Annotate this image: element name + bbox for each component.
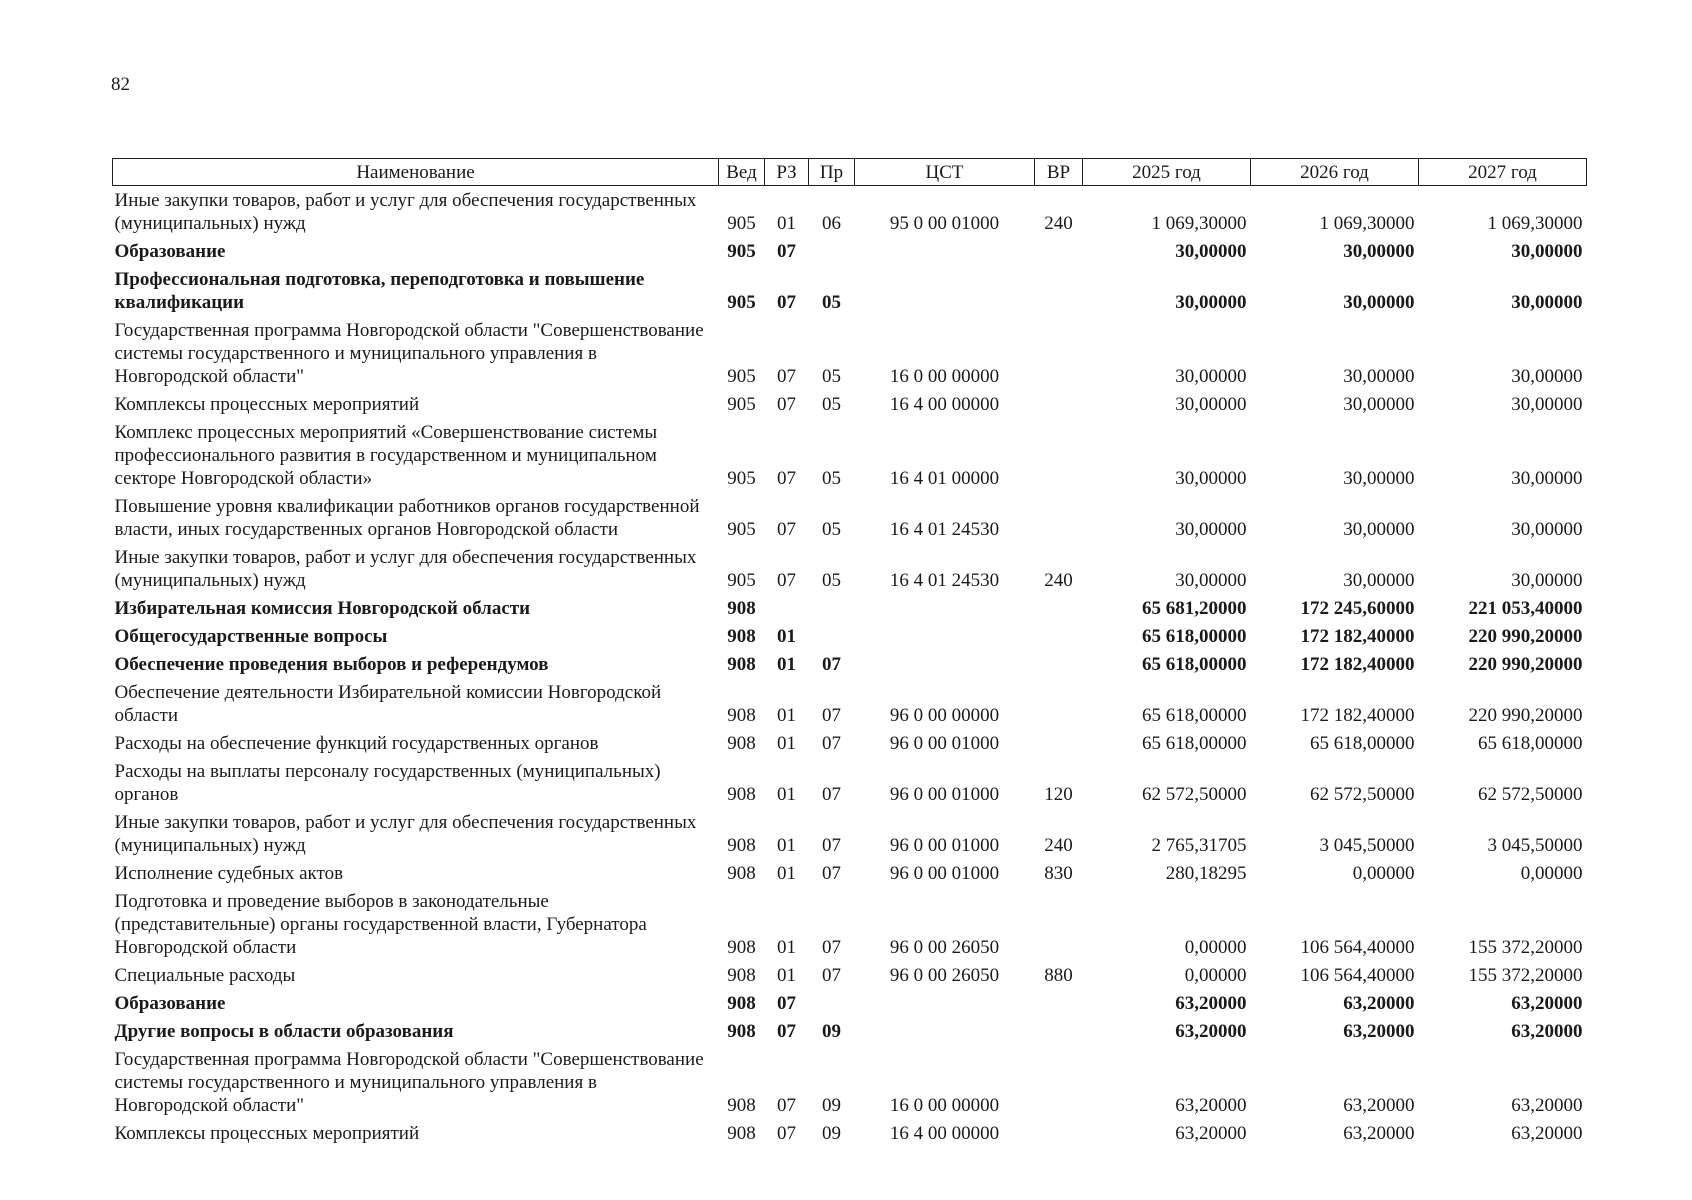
table-row [113, 492, 1587, 543]
cell-pr: 07 [822, 965, 841, 986]
cell-2026: 172 245,60000 [1300, 598, 1415, 619]
cell-ved: 905 [727, 241, 756, 262]
cell-name: Повышение уровня квалификации работников органов государственной власти, иных государственных органов Новгородской области [114, 496, 700, 540]
cell-name: Обеспечение деятельности Избирательной комиссии Новгородской области [114, 682, 662, 726]
table-body [113, 186, 1587, 1148]
cell-vr [1035, 1045, 1083, 1119]
cell-cst: 16 4 01 24530 [889, 519, 1000, 540]
page-number: 82 [111, 74, 130, 95]
cell-ved: 905 [727, 468, 756, 489]
cell-2026: 172 182,40000 [1300, 626, 1415, 647]
cell-2025: 62 572,50000 [1142, 784, 1247, 805]
cell-ved: 905 [727, 570, 756, 591]
cell-cst: 96 0 00 01000 [889, 863, 1000, 884]
table-row [113, 729, 1587, 757]
cell-2025: 1 069,30000 [1151, 213, 1247, 234]
cell-ved: 908 [727, 626, 756, 647]
cell-pr [809, 989, 855, 1017]
table-row [113, 265, 1587, 316]
cell-ved: 908 [727, 598, 756, 619]
cell-cst [855, 989, 1035, 1017]
cell-cst: 16 4 01 00000 [889, 468, 1000, 489]
cell-cst: 96 0 00 00000 [889, 705, 1000, 726]
cell-ved: 905 [727, 213, 756, 234]
cell-vr [1035, 622, 1083, 650]
cell-2025: 30,00000 [1175, 366, 1247, 387]
cell-2025: 30,00000 [1175, 519, 1247, 540]
cell-2027: 1 069,30000 [1487, 213, 1583, 234]
cell-ved: 905 [727, 292, 756, 313]
cell-2027: 155 372,20000 [1468, 965, 1583, 986]
cell-pr: 09 [822, 1021, 841, 1042]
cell-rz: 07 [777, 468, 796, 489]
cell-2025: 63,20000 [1175, 1021, 1247, 1042]
cell-rz: 07 [777, 1123, 796, 1144]
table-row [113, 622, 1587, 650]
table-row [113, 418, 1587, 492]
cell-rz: 07 [777, 394, 796, 415]
table-row [113, 808, 1587, 859]
cell-rz: 07 [777, 366, 796, 387]
cell-pr: 05 [822, 292, 841, 313]
cell-pr: 09 [822, 1095, 841, 1116]
cell-name: Комплексы процессных мероприятий [114, 1123, 420, 1144]
cell-cst: 96 0 00 01000 [889, 784, 1000, 805]
cell-rz: 01 [777, 937, 796, 958]
cell-vr: 240 [1044, 570, 1073, 591]
cell-rz: 07 [777, 570, 796, 591]
cell-vr [1035, 492, 1083, 543]
cell-rz: 01 [777, 835, 796, 856]
header-2025: 2025 год [1083, 159, 1251, 186]
table-row [113, 237, 1587, 265]
table-row [113, 757, 1587, 808]
cell-ved: 908 [727, 965, 756, 986]
cell-cst [855, 650, 1035, 678]
cell-2025: 30,00000 [1175, 570, 1247, 591]
table-row [113, 390, 1587, 418]
cell-2026: 30,00000 [1343, 366, 1415, 387]
header-pr: Пр [809, 159, 855, 186]
cell-2027: 220 990,20000 [1468, 626, 1583, 647]
cell-rz: 07 [777, 241, 796, 262]
table-row [113, 594, 1587, 622]
cell-2025: 65 618,00000 [1142, 654, 1247, 675]
cell-rz: 01 [777, 213, 796, 234]
cell-2027: 221 053,40000 [1468, 598, 1583, 619]
cell-rz [765, 594, 809, 622]
cell-2025: 30,00000 [1175, 468, 1247, 489]
cell-name: Государственная программа Новгородской области "Совершенствование системы государственного и муниципального управления в Новгородской области" [114, 1049, 704, 1116]
cell-name: Другие вопросы в области образования [114, 1021, 454, 1042]
cell-vr: 830 [1044, 863, 1073, 884]
cell-cst: 16 0 00 00000 [889, 1095, 1000, 1116]
cell-cst: 16 0 00 00000 [889, 366, 1000, 387]
cell-2027: 220 990,20000 [1468, 705, 1583, 726]
cell-vr [1035, 594, 1083, 622]
cell-ved: 908 [727, 733, 756, 754]
cell-rz: 01 [777, 733, 796, 754]
table-row [113, 1017, 1587, 1045]
cell-2026: 30,00000 [1343, 570, 1415, 591]
cell-cst [855, 1017, 1035, 1045]
cell-vr [1035, 729, 1083, 757]
table-row [113, 186, 1587, 238]
cell-ved: 908 [727, 1021, 756, 1042]
cell-2026: 63,20000 [1343, 1095, 1415, 1116]
table-row [113, 859, 1587, 887]
cell-ved: 905 [727, 394, 756, 415]
cell-ved: 908 [727, 993, 756, 1014]
table-row [113, 961, 1587, 989]
table-header-row [113, 159, 1587, 186]
cell-2026: 0,00000 [1352, 863, 1415, 884]
cell-vr [1035, 1017, 1083, 1045]
cell-rz: 01 [777, 705, 796, 726]
cell-name: Комплекс процессных мероприятий «Совершенствование системы профессионального развития в государственном и муниципальном секторе Новгородской области» [114, 422, 658, 489]
cell-pr [809, 622, 855, 650]
cell-ved: 908 [727, 654, 756, 675]
cell-pr: 07 [822, 654, 841, 675]
cell-2025: 63,20000 [1175, 993, 1247, 1014]
cell-name: Образование [114, 241, 226, 262]
cell-pr: 07 [822, 835, 841, 856]
cell-rz: 01 [777, 626, 796, 647]
cell-2025: 65 618,00000 [1142, 733, 1247, 754]
cell-2027: 155 372,20000 [1468, 937, 1583, 958]
cell-pr: 05 [822, 394, 841, 415]
cell-2026: 30,00000 [1343, 292, 1415, 313]
cell-name: Профессиональная подготовка, переподготовка и повышение квалификации [114, 269, 645, 313]
header-name: Наименование [113, 159, 719, 186]
cell-pr: 07 [822, 937, 841, 958]
cell-pr [809, 594, 855, 622]
cell-ved: 908 [727, 835, 756, 856]
cell-2027: 30,00000 [1511, 394, 1583, 415]
cell-2026: 30,00000 [1343, 241, 1415, 262]
cell-2025: 65 681,20000 [1142, 598, 1247, 619]
cell-pr: 05 [822, 468, 841, 489]
cell-ved: 908 [727, 937, 756, 958]
cell-ved: 908 [727, 1095, 756, 1116]
cell-vr [1035, 418, 1083, 492]
cell-ved: 908 [727, 784, 756, 805]
cell-2025: 280,18295 [1165, 863, 1247, 884]
cell-pr: 05 [822, 570, 841, 591]
cell-rz: 01 [777, 863, 796, 884]
cell-2027: 30,00000 [1511, 241, 1583, 262]
cell-2026: 63,20000 [1343, 1123, 1415, 1144]
cell-name: Исполнение судебных актов [114, 863, 344, 884]
cell-vr [1035, 1119, 1083, 1147]
table-row [113, 1045, 1587, 1119]
cell-rz: 01 [777, 654, 796, 675]
cell-name: Иные закупки товаров, работ и услуг для обеспечения государственных (муниципальных) нужд [114, 547, 697, 591]
cell-2025: 65 618,00000 [1142, 626, 1247, 647]
cell-2026: 106 564,40000 [1300, 965, 1415, 986]
cell-cst: 96 0 00 01000 [889, 835, 1000, 856]
cell-pr: 07 [822, 733, 841, 754]
cell-rz: 07 [777, 1095, 796, 1116]
cell-cst: 16 4 00 00000 [889, 1123, 1000, 1144]
cell-cst [855, 265, 1035, 316]
header-rz: РЗ [765, 159, 809, 186]
cell-name: Расходы на обеспечение функций государственных органов [114, 733, 599, 754]
table-row [113, 650, 1587, 678]
cell-ved: 905 [727, 366, 756, 387]
cell-2027: 63,20000 [1511, 1123, 1583, 1144]
cell-name: Специальные расходы [114, 965, 296, 986]
cell-rz: 07 [777, 1021, 796, 1042]
cell-cst: 16 4 01 24530 [889, 570, 1000, 591]
cell-2026: 172 182,40000 [1300, 654, 1415, 675]
cell-2025: 0,00000 [1184, 937, 1247, 958]
table-row [113, 1119, 1587, 1147]
cell-2027: 3 045,50000 [1487, 835, 1583, 856]
cell-pr: 07 [822, 784, 841, 805]
table-row [113, 887, 1587, 961]
cell-pr: 05 [822, 366, 841, 387]
cell-2025: 30,00000 [1175, 394, 1247, 415]
cell-2027: 62 572,50000 [1478, 784, 1583, 805]
cell-2026: 1 069,30000 [1319, 213, 1415, 234]
cell-2027: 63,20000 [1511, 1095, 1583, 1116]
cell-2025: 63,20000 [1175, 1123, 1247, 1144]
cell-2026: 62 572,50000 [1310, 784, 1415, 805]
cell-2025: 0,00000 [1184, 965, 1247, 986]
header-ved: Вед [719, 159, 765, 186]
cell-name: Избирательная комиссия Новгородской области [114, 598, 531, 619]
cell-2025: 30,00000 [1175, 241, 1247, 262]
cell-rz: 01 [777, 784, 796, 805]
cell-2027: 220 990,20000 [1468, 654, 1583, 675]
cell-2026: 30,00000 [1343, 519, 1415, 540]
cell-2027: 63,20000 [1511, 1021, 1583, 1042]
cell-2026: 65 618,00000 [1310, 733, 1415, 754]
cell-pr [809, 237, 855, 265]
cell-ved: 908 [727, 705, 756, 726]
table-row [113, 543, 1587, 594]
cell-2026: 172 182,40000 [1300, 705, 1415, 726]
cell-cst [855, 622, 1035, 650]
cell-vr [1035, 265, 1083, 316]
cell-pr: 07 [822, 863, 841, 884]
cell-2026: 30,00000 [1343, 394, 1415, 415]
cell-name: Иные закупки товаров, работ и услуг для обеспечения государственных (муниципальных) нужд [114, 190, 697, 234]
cell-2027: 63,20000 [1511, 993, 1583, 1014]
cell-vr [1035, 650, 1083, 678]
cell-cst: 96 0 00 26050 [889, 965, 1000, 986]
cell-rz: 01 [777, 965, 796, 986]
cell-vr [1035, 237, 1083, 265]
cell-rz: 07 [777, 292, 796, 313]
cell-name: Общегосударственные вопросы [114, 626, 388, 647]
cell-name: Государственная программа Новгородской области "Совершенствование системы государственного и муниципального управления в Новгородской области" [114, 320, 704, 387]
cell-2026: 63,20000 [1343, 1021, 1415, 1042]
cell-name: Расходы на выплаты персоналу государственных (муниципальных) органов [114, 761, 661, 805]
cell-name: Иные закупки товаров, работ и услуг для обеспечения государственных (муниципальных) нужд [114, 812, 697, 856]
header-cst: ЦСТ [855, 159, 1035, 186]
cell-pr: 05 [822, 519, 841, 540]
cell-rz: 07 [777, 519, 796, 540]
cell-cst: 95 0 00 01000 [889, 213, 1000, 234]
cell-2027: 30,00000 [1511, 519, 1583, 540]
cell-2027: 30,00000 [1511, 366, 1583, 387]
cell-vr [1035, 390, 1083, 418]
cell-vr: 240 [1044, 835, 1073, 856]
cell-pr: 09 [822, 1123, 841, 1144]
cell-2025: 63,20000 [1175, 1095, 1247, 1116]
cell-rz: 07 [777, 993, 796, 1014]
cell-2026: 63,20000 [1343, 993, 1415, 1014]
header-2026: 2026 год [1251, 159, 1419, 186]
table-row [113, 678, 1587, 729]
cell-2026: 30,00000 [1343, 468, 1415, 489]
cell-cst: 16 4 00 00000 [889, 394, 1000, 415]
cell-name: Обеспечение проведения выборов и референдумов [114, 654, 549, 675]
cell-vr: 880 [1044, 965, 1073, 986]
cell-2026: 106 564,40000 [1300, 937, 1415, 958]
cell-vr [1035, 678, 1083, 729]
cell-2027: 30,00000 [1511, 570, 1583, 591]
header-2027: 2027 год [1419, 159, 1587, 186]
cell-2027: 65 618,00000 [1478, 733, 1583, 754]
cell-2027: 30,00000 [1511, 468, 1583, 489]
cell-vr: 120 [1044, 784, 1073, 805]
cell-2027: 30,00000 [1511, 292, 1583, 313]
cell-pr: 06 [822, 213, 841, 234]
table-row [113, 316, 1587, 390]
cell-cst [855, 237, 1035, 265]
budget-table [112, 158, 1587, 1147]
cell-vr: 240 [1044, 213, 1073, 234]
table-row [113, 989, 1587, 1017]
cell-vr [1035, 887, 1083, 961]
cell-vr [1035, 989, 1083, 1017]
cell-name: Комплексы процессных мероприятий [114, 394, 420, 415]
cell-cst: 96 0 00 26050 [889, 937, 1000, 958]
cell-cst [855, 594, 1035, 622]
cell-2025: 65 618,00000 [1142, 705, 1247, 726]
cell-ved: 908 [727, 863, 756, 884]
cell-name: Подготовка и проведение выборов в законодательные (представительные) органы государственной власти, Губернатора Новгородской области [114, 891, 647, 958]
cell-2027: 0,00000 [1520, 863, 1583, 884]
cell-cst: 96 0 00 01000 [889, 733, 1000, 754]
cell-2025: 30,00000 [1175, 292, 1247, 313]
cell-ved: 908 [727, 1123, 756, 1144]
cell-vr [1035, 316, 1083, 390]
header-vr: ВР [1035, 159, 1083, 186]
cell-2025: 2 765,31705 [1151, 835, 1247, 856]
cell-2026: 3 045,50000 [1319, 835, 1415, 856]
cell-name: Образование [114, 993, 226, 1014]
cell-ved: 905 [727, 519, 756, 540]
cell-pr: 07 [822, 705, 841, 726]
